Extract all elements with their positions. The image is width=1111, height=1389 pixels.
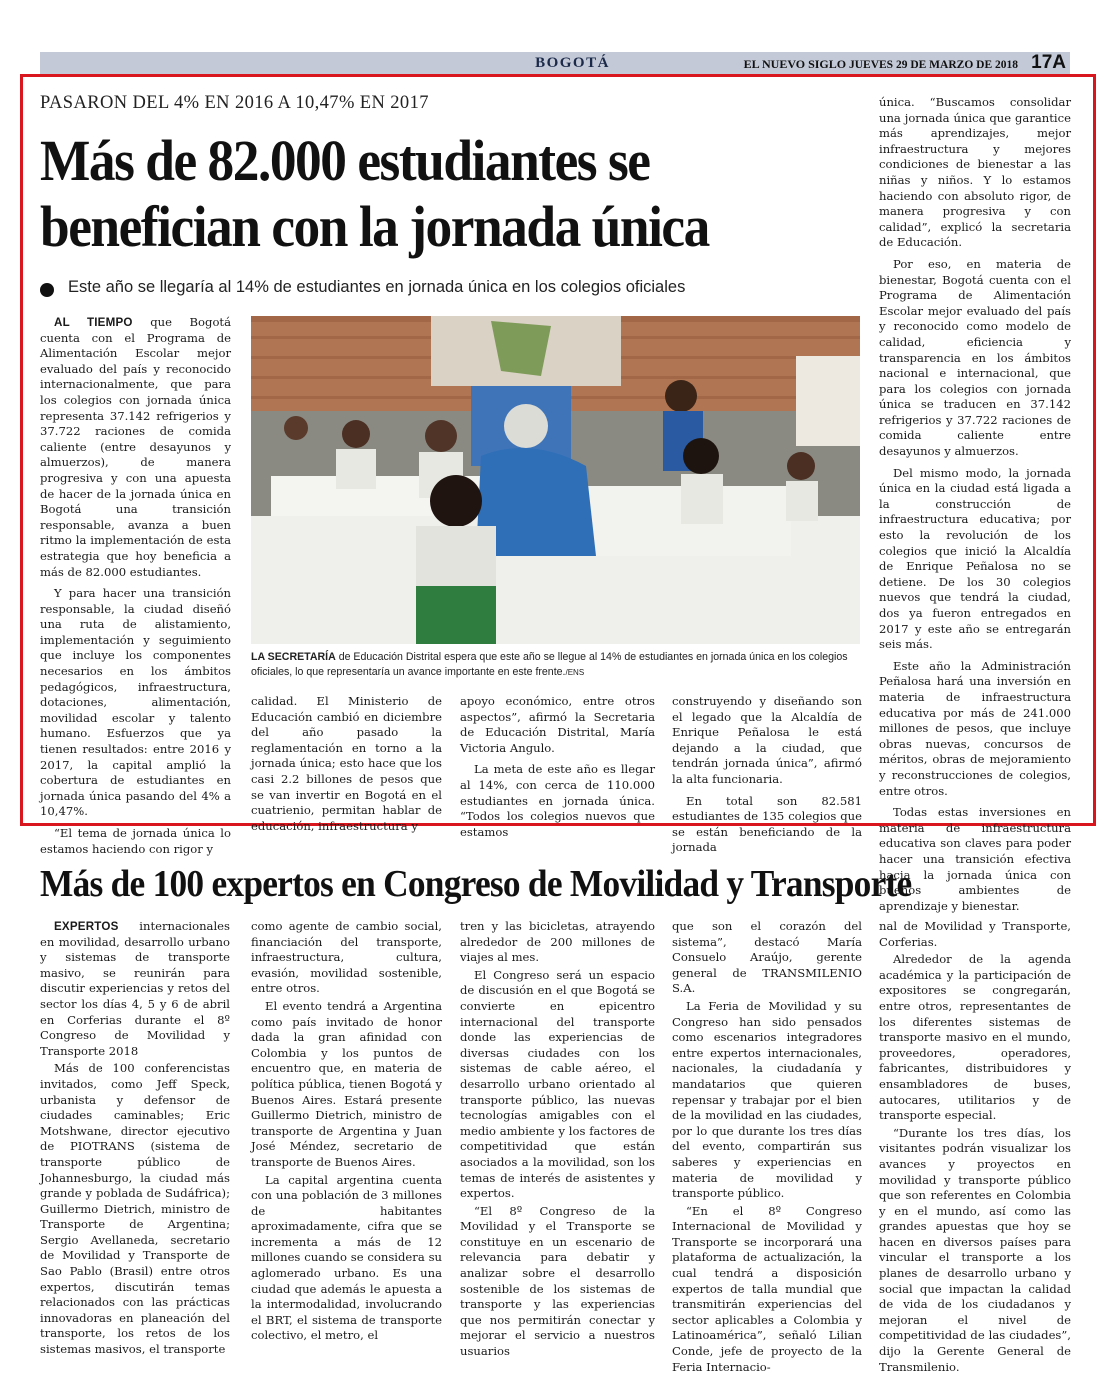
paragraph: Por eso, en materia de bienestar, Bogotá cuenta con el Programa de Alimentación Escolar mejor evaluado del país y reconocido como modelo de calidad, eficiencia y transparencia en los ámbitos nacional e internacional, que para los colegios con jornada única se traducen en 37.142 refrigerios y 37.722 raciones de comida caliente entre desayunos y almuerzos. xyxy=(879,256,1071,459)
lead-in: AL TIEMPO xyxy=(54,316,133,329)
article2-column-3 xyxy=(460,919,655,1360)
paragraph: nal de Movilidad y Transporte, Corferias. xyxy=(879,919,1071,949)
paragraph: El evento tendrá a Argentina como país invitado de honor dada la gran afinidad con Colombia y los puntos de encuentro que, en materia de política pública, tienen Bogotá y Buenos Aires. Estará presente Guillermo Dietrich, ministro de transporte de Argentina y Juan José Méndez, secretario de transporte de Buenos Aires. xyxy=(251,998,442,1169)
paragraph: “Durante los tres días, los visitantes podrán visualizar los avances y proyectos en movilidad y transporte público que son referentes en Colombia y en el mundo, así como las grandes apuestas que hoy se hacen en diversos países para vincular el transporte a los planes de desarrollo urbano y social que impactan la calidad de vida de los ciudadanos y mejoran el nivel de competitividad de las ciudades”, dijo la Gerente General de Transmilenio. xyxy=(879,1125,1071,1374)
page-header-bar xyxy=(40,52,1070,74)
paragraph: calidad. El Ministerio de Educación cambió en diciembre del año pasado la reglamentación en torno a la jornada única; esto hace que los casi 2.2 billones de pesos que se van invertir en Bogotá en el cuatrienio, permitan hablar de educación, infraestructura y xyxy=(251,694,442,833)
paragraph: que son el corazón del sistema”, destacó María Consuelo Araújo, gerente general de TRANSMILENIO S.A. xyxy=(672,919,862,996)
caption-text: de Educación Distrital espera que este año se llegue al 14% de estudiantes en jornada única en los colegios oficiales, lo que representaría un avance importante en este frente. xyxy=(251,651,848,678)
section-name: BOGOTÁ xyxy=(535,55,610,71)
article2-column-5 xyxy=(879,919,1071,1375)
article-column-5 xyxy=(879,95,1071,914)
article-column-1 xyxy=(40,315,231,857)
paragraph: En total son 82.581 estudiantes de 135 colegios que se están beneficiando de la jornada xyxy=(672,793,862,855)
lead-in: EXPERTOS xyxy=(54,920,119,933)
caption-lead: LA SECRETARÍA xyxy=(251,651,336,663)
paragraph: Más de 100 conferencistas invitados, como Jeff Speck, urbanista y defensor de ciudades caminables; Eric Motshwane, director ejecutivo de PIOTRANS (sistema de transporte público de Johannesburgo, la ciudad más grande y poblada de Sudáfrica); Guillermo Dietrich, ministro de Transporte de Argentina; Sergio Avellaneda, secretario de Movilidad y Transporte de Sao Pablo (Brasil) entre otros expertos, discutirán temas relacionados con las prácticas innovadoras en planeación del transporte, los retos de los sistemas masivos, el transporte xyxy=(40,1061,230,1357)
paragraph: “El tema de jornada única lo estamos haciendo con rigor y xyxy=(40,826,231,856)
article2-column-4 xyxy=(672,919,862,1375)
paragraph: La Feria de Movilidad y su Congreso han sido pensados como escenarios integradores entre expertos internacionales, nacionales, la ciudadanía y mandatarios que quieren repensar y trabajar por el bien de la movilidad en las ciudades, por lo que durante los tres días del evento, compartirán sus saberes y experiencias en materia de movilidad y transporte público. xyxy=(672,998,862,1201)
paragraph: tren y las bicicletas, atrayendo alrededor de 200 millones de viajes al mes. xyxy=(460,919,655,965)
article-column-2 xyxy=(251,694,442,834)
paragraph: Alrededor de la agenda académica y la participación de expositores se congregarán, entre otros, representantes de los diferentes sistemas de transporte masivo en el mundo, proveedores, operadores, fabricantes, distribuidores y ensambladores de buses, autocares, utilitarios y de transporte especial. xyxy=(879,952,1071,1123)
page-number: 17A xyxy=(1031,52,1066,73)
paragraph: La capital argentina cuenta con una población de 3 millones de habitantes aproximadamente, cifra que se incrementa a más de 12 millones cuando se considera su aglomerado urbano. Es una ciudad que además le apuesta a la intermodalidad, involucrando el BRT, el sistema de transporte colectivo, el metro, el xyxy=(251,1172,442,1343)
paragraph: “En el 8º Congreso Internacional de Movilidad y Transporte se incorporará una plataforma de actualización, la cual tendrá a disposición expertos de talla mundial que transmitirán experiencias del sector aplicables a Colombia y Latinoamérica”, señaló Lilian Conde, jefe de proyecto de la Feria Internacio- xyxy=(672,1203,862,1374)
paragraph: como agente de cambio social, financiación del transporte, infraestructura, cultura, evasión, movilidad sostenible, entre otros. xyxy=(251,919,442,996)
publication-dateline xyxy=(744,57,1018,72)
article-photo xyxy=(251,316,860,644)
paragraph: apoyo económico, entre otros aspectos”, afirmó la Secretaria de Educación Distrital, María Victoria Angulo. xyxy=(460,694,655,755)
article-column-4 xyxy=(672,694,862,856)
article-subhead: Este año se llegaría al 14% de estudiantes en jornada única en los colegios oficiales xyxy=(68,278,686,296)
photo-credit: /ENS xyxy=(565,668,585,677)
article2-headline: Más de 100 expertos en Congreso de Movilidad y Transporte xyxy=(40,863,912,905)
photo-caption xyxy=(251,650,860,680)
paragraph: construyendo y diseñando son el legado que la Alcaldía de Enrique Peñalosa le está dejando a la ciudad, que tendrán jornada única”, afirmó la alta funcionaria. xyxy=(672,694,862,786)
paragraph: que Bogotá cuenta con el Programa de Alimentación Escolar mejor evaluado del país y reconocido internacionalmente, que para los colegios con jornada única representa 37.142 refrigerios y 37.722 raciones de comida caliente (entre desayunos y almuerzos), de manera progresiva y con una apuesta de hacer de la jornada única en Bogotá una transición responsable, avanza a buen ritmo la implementación de esta estrategia que hoy beneficia a más de 82.000 estudiantes. xyxy=(40,315,231,579)
bullet-icon xyxy=(40,283,54,297)
paragraph: Del mismo modo, la jornada única en la ciudad está ligada a la construcción de infraestructura educativa; por esto la revolución de los colegios que inició la Alcaldía de Enrique Peñalosa no se detiene. De los 30 colegios nuevos que tendrá la ciudad, dos ya fueron entregados en 2017 y este año se entregarán seis más. xyxy=(879,465,1071,652)
article2-column-2 xyxy=(251,919,442,1344)
publication-name: EL NUEVO SIGLO xyxy=(743,57,847,71)
article-column-3 xyxy=(460,694,655,840)
publication-date: JUEVES 29 DE MARZO DE 2018 xyxy=(848,59,1018,71)
paragraph: El Congreso será un espacio de discusión en el que Bogotá se convierte en epicentro internacional del transporte donde las experiencias de diversas ciudades con los sistemas de cable aéreo, el desarrollo urbano orientado al transporte público, las nuevas tecnologías amigables con el medio ambiente y los factores de competitividad que están asociados a la movilidad, son los temas de interés de asistentes y expertos. xyxy=(460,967,655,1201)
article-headline: Más de 82.000 estudiantes se benefician con la jornada única xyxy=(40,128,709,259)
paragraph: internacionales en movilidad, desarrollo urbano y sistemas de transporte masivo, se reunirán para discutir experiencias y retos del sector los días 4, 5 y 6 de abril en Corferias durante el 8º Congreso de Movilidad y Transporte 2018 xyxy=(40,919,230,1058)
article-kicker: PASARON DEL 4% EN 2016 A 10,47% EN 2017 xyxy=(40,93,429,113)
paragraph: única. “Buscamos consolidar una jornada única que garantice más aprendizajes, mejor infraestructura y mejores condiciones de bienestar a las niñas y niños. Y lo estamos haciendo con absoluto rigor, de manera progresiva y con calidad”, explicó la secretaria de Educación. xyxy=(879,95,1071,250)
article2-column-1 xyxy=(40,919,230,1358)
paragraph: Este año la Administración Peñalosa hará una inversión en materia de infraestructura educativa por más de 241.000 millones de pesos, que incluye obras nuevas, concursos de méritos, obras de mejoramiento y reconstrucciones de colegios, entre otros. xyxy=(879,658,1071,798)
paragraph: La meta de este año es llegar al 14%, con cerca de 110.000 estudiantes en jornada única. “Todos los colegios nuevos que estamos xyxy=(460,762,655,839)
paragraph: Todas estas inversiones en materia de infraestructura educativa son claves para poder hacer una transición efectiva hacia la jornada única con buenos ambientes de aprendizaje y bienestar. xyxy=(879,805,1071,913)
paragraph: Y para hacer una transición responsable, la ciudad diseñó una ruta de alistamiento, implementación y seguimiento que incluye los componentes necesarios en los ámbitos pedagógicos, infraestructura, dotaciones, alimentación, movilidad escolar y talento humano. Esfuerzos que ya tienen resultados: entre 2016 y 2017, la capital amplió la cobertura de estudiantes en jornada única pasando del 4% a 10,47%. xyxy=(40,586,231,819)
classroom-photo-illustration xyxy=(251,316,860,644)
paragraph: “El 8º Congreso de la Movilidad y el Transporte se constituye en un escenario de relevancia para debatir y analizar sobre el desarrollo sostenible de los sistemas de transporte y las experiencias que nos permitirán conectar y mejorar el servicio a nuestros usuarios xyxy=(460,1203,655,1359)
